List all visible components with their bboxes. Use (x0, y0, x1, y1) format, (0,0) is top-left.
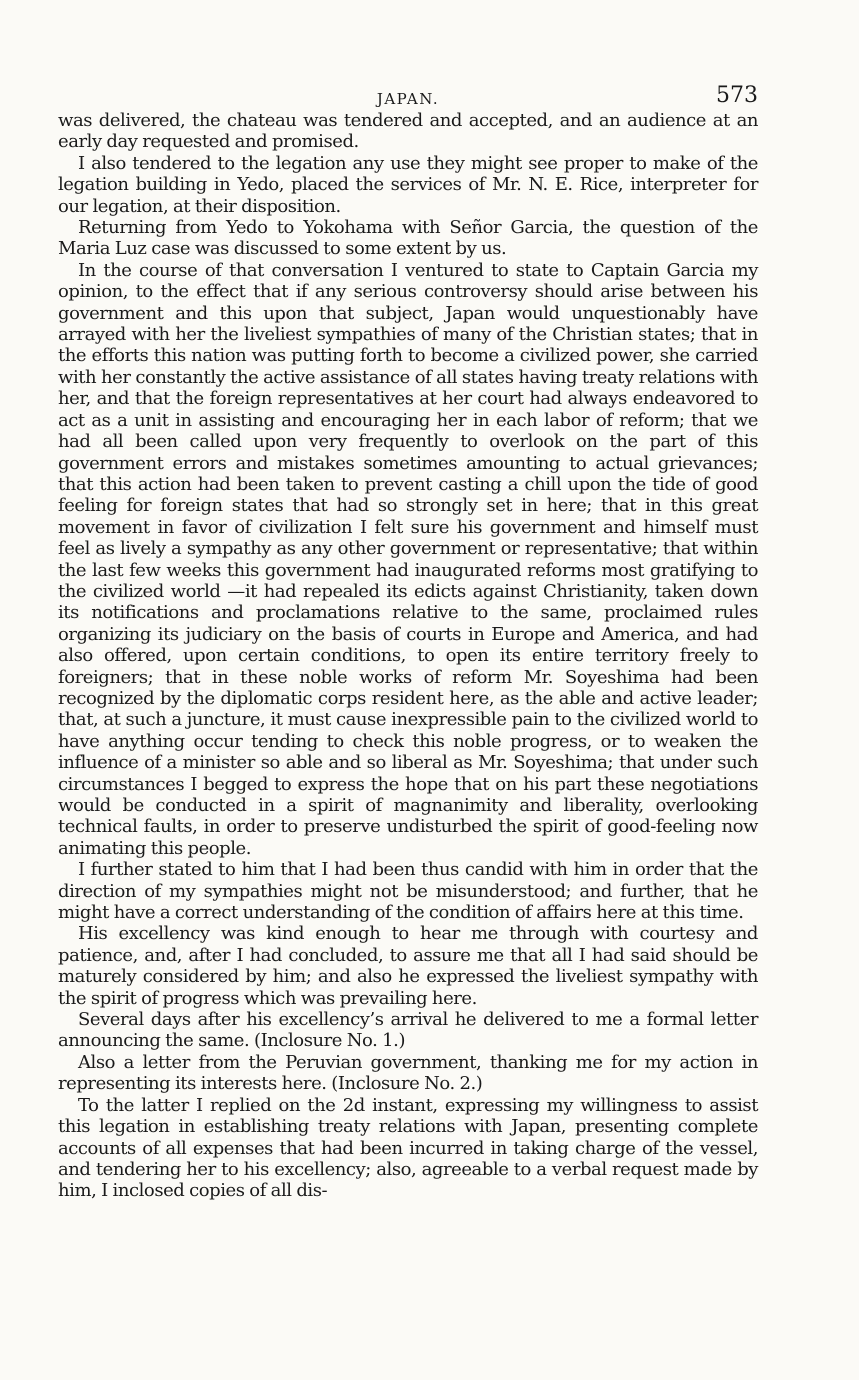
paragraph: Several days after his excellency’s arrival he delivered to me a formal letter announcing the same. (Inclosure No. 1.) (58, 1009, 758, 1052)
running-title: JAPAN. (376, 90, 440, 108)
page-number: 573 (716, 83, 758, 108)
paragraph-continued: was delivered, the chateau was tendered and accepted, and an audience at an early day requested and promised. (58, 110, 758, 153)
paragraph: Returning from Yedo to Yokohama with Señor Garcia, the question of the Maria Luz case was discussed to some extent by us. (58, 217, 758, 260)
paragraph: To the latter I replied on the 2d instant, expressing my willingness to assist this legation in establishing treaty relations with Japan, presenting complete accounts of all expenses that had been incurred in taking charge of the vessel, and tendering her to his excellency; also, agreeable to a verbal request made by him, I inclosed copies of all dis- (58, 1094, 758, 1202)
running-header (58, 78, 758, 110)
paragraph: In the course of that conversation I ventured to state to Captain Garcia my opinion, to the effect that if any serious controversy should arise between his government and this upon that subject, Japan would unquestionably have arrayed with her the liveliest sympathies of many of the Christian states; that in the efforts this nation was putting forth to become a civilized power, she carried with her constantly the active assistance of all states having treaty relations with her, and that the foreign representatives at her court had always endeavored to act as a unit in assisting and encouraging her in each labor of reform; that we had all been called upon very frequently to overlook on the part of this government errors and mistakes sometimes amounting to actual grievances; that this action had been taken to prevent casting a chill upon the tide of good feeling for foreign states that had so strongly set in here; that in this great movement in favor of civilization I felt sure his government and himself must feel as lively a sympathy as any other government or representative; that within the last few weeks this government had inaugurated reforms most gratifying to the civilized world —it had repealed its edicts against Christianity, taken down its notifications and proclamations relative to the same, proclaimed rules organizing its judiciary on the basis of courts in Europe and America, and had also offered, upon certain conditions, to open its entire territory freely to foreigners; that in these noble works of reform Mr. Soyeshima had been recognized by the diplomatic corps resident here, as the able and active leader; that, at such a juncture, it must cause inexpressible pain to the civilized world to have anything occur tending to check this noble progress, or to weaken the influence of a minister so able and so liberal as Mr. Soyeshima; that under such circumstances I begged to express the hope that on his part these negotiations would be conducted in a spirit of magnanimity and liberality, overlooking technical faults, in order to preserve undisturbed the spirit of good-feeling now animating this people. (58, 259, 758, 859)
paragraph: His excellency was kind enough to hear me through with courtesy and patience, and, after I had concluded, to assure me that all I had said should be maturely considered by him; and also he expressed the liveliest sympathy with the spirit of progress which was prevailing here. (58, 923, 758, 1009)
paragraph: I also tendered to the legation any use they might see proper to make of the legation building in Yedo, placed the services of Mr. N. E. Rice, interpreter for our legation, at their disposition. (58, 152, 758, 217)
document-page (58, 78, 758, 1202)
body-text (58, 110, 758, 1202)
paragraph: I further stated to him that I had been thus candid with him in order that the direction of my sympathies might not be misunderstood; and further, that he might have a correct understanding of the condition of affairs here at this time. (58, 859, 758, 924)
paragraph: Also a letter from the Peruvian government, thanking me for my action in representing its interests here. (Inclosure No. 2.) (58, 1051, 758, 1095)
